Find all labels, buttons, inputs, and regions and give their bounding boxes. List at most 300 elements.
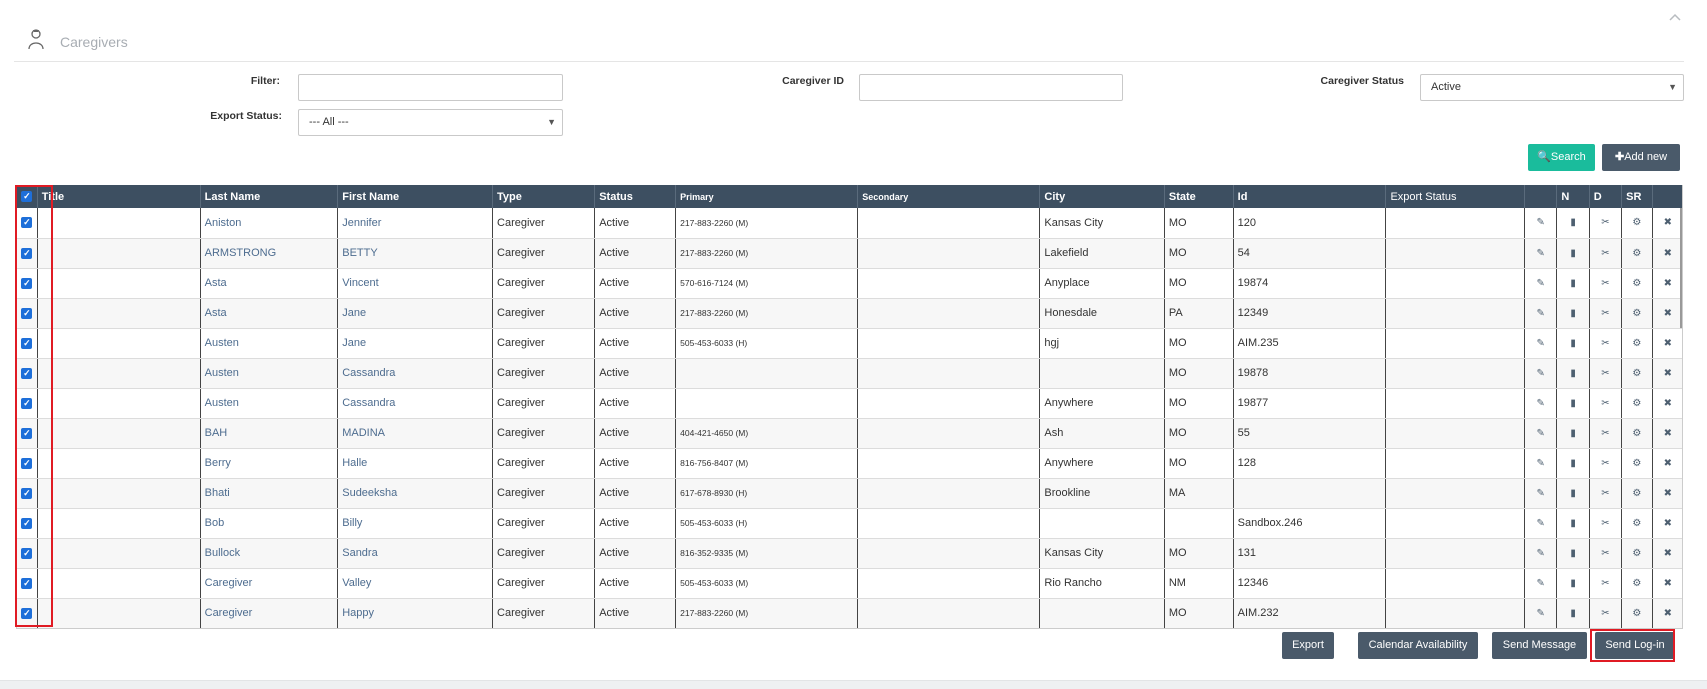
delete-icon[interactable]: ✖ bbox=[1652, 448, 1683, 478]
last-name-cell[interactable]: BAH bbox=[200, 418, 338, 448]
city-cell: Honesdale bbox=[1040, 298, 1164, 328]
secondary-phone-cell bbox=[858, 448, 1040, 478]
status-cell: Active bbox=[595, 358, 676, 388]
delete-icon[interactable]: ✖ bbox=[1652, 418, 1683, 448]
check-icon: ✓ bbox=[23, 517, 31, 528]
filter-input[interactable] bbox=[298, 74, 563, 101]
caregivers-table bbox=[16, 185, 1683, 629]
send-message-button[interactable]: Send Message bbox=[1492, 632, 1587, 659]
chevron-down-icon: ▼ bbox=[1668, 82, 1677, 92]
type-cell: Caregiver bbox=[493, 538, 595, 568]
table-row bbox=[17, 478, 1683, 508]
title-cell bbox=[37, 208, 200, 238]
id-cell: 131 bbox=[1233, 538, 1386, 568]
export-status-cell bbox=[1386, 418, 1525, 448]
export-status-cell bbox=[1386, 208, 1525, 238]
check-icon: ✓ bbox=[23, 367, 31, 378]
type-cell: Caregiver bbox=[493, 418, 595, 448]
note-icon[interactable]: ▮ bbox=[1557, 598, 1589, 628]
last-name-cell[interactable]: Aniston bbox=[200, 208, 338, 238]
table-row bbox=[17, 448, 1683, 478]
note-icon[interactable]: ▮ bbox=[1557, 448, 1589, 478]
state-cell: MO bbox=[1164, 598, 1233, 628]
col-first-name[interactable]: First Name bbox=[338, 185, 493, 208]
primary-phone-cell bbox=[676, 628, 858, 629]
row-checkbox[interactable] bbox=[17, 298, 37, 328]
first-name-cell[interactable]: Cassandra bbox=[338, 388, 493, 418]
calendar-availability-button[interactable]: Calendar Availability bbox=[1358, 632, 1478, 659]
first-name-cell[interactable]: Jane bbox=[338, 328, 493, 358]
table-row bbox=[17, 538, 1683, 568]
type-cell: Caregiver bbox=[493, 568, 595, 598]
delete-icon[interactable]: ✖ bbox=[1652, 358, 1683, 388]
first-name-cell[interactable] bbox=[338, 628, 493, 629]
first-name-cell[interactable]: MADINA bbox=[338, 418, 493, 448]
table-scrollbar[interactable] bbox=[1680, 208, 1682, 328]
note-icon[interactable]: ▮ bbox=[1557, 388, 1589, 418]
caregiver-icon bbox=[26, 28, 46, 50]
state-cell: MO bbox=[1164, 208, 1233, 238]
secondary-phone-cell bbox=[858, 238, 1040, 268]
cogs-icon[interactable]: ⚙ bbox=[1622, 298, 1652, 328]
cogs-icon[interactable]: ⚙ bbox=[1622, 448, 1652, 478]
first-name-cell[interactable]: Billy bbox=[338, 508, 493, 538]
export-status-cell bbox=[1386, 238, 1525, 268]
last-name-cell[interactable] bbox=[200, 628, 338, 629]
col-city[interactable]: City bbox=[1040, 185, 1164, 208]
delete-icon[interactable]: ✖ bbox=[1652, 568, 1683, 598]
last-name-cell[interactable]: Bhati bbox=[200, 478, 338, 508]
row-checkbox[interactable] bbox=[17, 568, 37, 598]
cogs-icon[interactable]: ⚙ bbox=[1622, 508, 1652, 538]
cogs-icon[interactable]: ⚙ bbox=[1622, 418, 1652, 448]
secondary-phone-cell bbox=[858, 538, 1040, 568]
paperclip-icon bbox=[1589, 628, 1621, 629]
table-row bbox=[17, 208, 1683, 238]
caregiver-id-input[interactable] bbox=[859, 74, 1123, 101]
note-icon bbox=[1557, 628, 1589, 629]
status-cell: Active bbox=[595, 388, 676, 418]
table-row bbox=[17, 418, 1683, 448]
primary-phone-cell: 404-421-4650 (M) bbox=[676, 418, 858, 448]
status-cell: Active bbox=[595, 298, 676, 328]
delete-icon[interactable]: ✖ bbox=[1652, 238, 1683, 268]
filter-label: Filter: bbox=[250, 75, 280, 87]
delete-icon[interactable]: ✖ bbox=[1652, 388, 1683, 418]
last-name-cell[interactable]: Bullock bbox=[200, 538, 338, 568]
edit-icon[interactable]: ✎ bbox=[1525, 478, 1557, 508]
status-cell: Active bbox=[595, 598, 676, 628]
title-cell bbox=[37, 568, 200, 598]
primary-phone-cell: 570-616-7124 (M) bbox=[676, 268, 858, 298]
paperclip-icon[interactable]: ✂ bbox=[1589, 538, 1621, 568]
paperclip-icon[interactable]: ✂ bbox=[1589, 478, 1621, 508]
id-cell: 19874 bbox=[1233, 268, 1386, 298]
caregiver-id-label: Caregiver ID bbox=[782, 75, 844, 87]
state-cell: MO bbox=[1164, 538, 1233, 568]
delete-icon[interactable]: ✖ bbox=[1652, 298, 1683, 328]
row-checkbox[interactable] bbox=[17, 358, 37, 388]
city-cell bbox=[1040, 358, 1164, 388]
last-name-cell[interactable]: Austen bbox=[200, 358, 338, 388]
row-checkbox[interactable] bbox=[17, 478, 37, 508]
row-checkbox[interactable] bbox=[17, 268, 37, 298]
secondary-phone-cell bbox=[858, 328, 1040, 358]
city-cell: Anywhere bbox=[1040, 388, 1164, 418]
title-cell bbox=[37, 388, 200, 418]
title-cell bbox=[37, 238, 200, 268]
edit-icon[interactable]: ✎ bbox=[1525, 538, 1557, 568]
edit-icon[interactable]: ✎ bbox=[1525, 358, 1557, 388]
col-delete bbox=[1652, 185, 1683, 208]
secondary-phone-cell bbox=[858, 628, 1040, 629]
delete-icon[interactable]: ✖ bbox=[1652, 328, 1683, 358]
col-status[interactable]: Status bbox=[595, 185, 676, 208]
export-button[interactable]: Export bbox=[1282, 632, 1334, 659]
city-cell bbox=[1040, 508, 1164, 538]
edit-icon[interactable]: ✎ bbox=[1525, 598, 1557, 628]
primary-phone-cell: 505-453-6033 (H) bbox=[676, 508, 858, 538]
col-edit bbox=[1525, 185, 1557, 208]
export-status-value: --- All --- bbox=[309, 116, 349, 128]
edit-icon[interactable]: ✎ bbox=[1525, 418, 1557, 448]
note-icon[interactable]: ▮ bbox=[1557, 508, 1589, 538]
cogs-icon[interactable]: ⚙ bbox=[1622, 388, 1652, 418]
id-cell: 55 bbox=[1233, 418, 1386, 448]
row-checkbox[interactable] bbox=[17, 418, 37, 448]
paperclip-icon[interactable]: ✂ bbox=[1589, 508, 1621, 538]
primary-phone-cell bbox=[676, 358, 858, 388]
row-checkbox[interactable] bbox=[17, 538, 37, 568]
export-status-cell bbox=[1386, 508, 1525, 538]
cogs-icon[interactable]: ⚙ bbox=[1622, 598, 1652, 628]
paperclip-icon[interactable]: ✂ bbox=[1589, 208, 1621, 238]
panel-header bbox=[14, 20, 1684, 62]
type-cell: Caregiver bbox=[493, 328, 595, 358]
last-name-cell[interactable]: Austen bbox=[200, 388, 338, 418]
state-cell: PA bbox=[1164, 298, 1233, 328]
secondary-phone-cell bbox=[858, 598, 1040, 628]
id-cell: 12346 bbox=[1233, 568, 1386, 598]
col-documents: D bbox=[1589, 185, 1621, 208]
id-cell: 128 bbox=[1233, 448, 1386, 478]
row-checkbox[interactable] bbox=[17, 628, 37, 629]
paperclip-icon[interactable]: ✂ bbox=[1589, 238, 1621, 268]
title-cell bbox=[37, 628, 200, 629]
col-secondary[interactable]: Secondary bbox=[858, 185, 1040, 208]
city-cell: Rio Rancho bbox=[1040, 568, 1164, 598]
row-checkbox[interactable] bbox=[17, 238, 37, 268]
paperclip-icon[interactable]: ✂ bbox=[1589, 598, 1621, 628]
status-cell: Active bbox=[595, 268, 676, 298]
check-icon: ✓ bbox=[23, 277, 31, 288]
city-cell: Anyplace bbox=[1040, 268, 1164, 298]
edit-icon[interactable]: ✎ bbox=[1525, 268, 1557, 298]
cogs-icon[interactable]: ⚙ bbox=[1622, 268, 1652, 298]
col-last-name[interactable]: Last Name bbox=[200, 185, 338, 208]
state-cell: MO bbox=[1164, 238, 1233, 268]
edit-icon[interactable]: ✎ bbox=[1525, 328, 1557, 358]
delete-icon[interactable]: ✖ bbox=[1652, 538, 1683, 568]
delete-icon[interactable]: ✖ bbox=[1652, 208, 1683, 238]
secondary-phone-cell bbox=[858, 298, 1040, 328]
city-cell: hgj bbox=[1040, 328, 1164, 358]
send-login-button[interactable]: Send Log-in bbox=[1595, 632, 1675, 659]
chevron-down-icon: ▼ bbox=[547, 117, 556, 127]
cogs-icon[interactable]: ⚙ bbox=[1622, 238, 1652, 268]
first-name-cell[interactable]: Sandra bbox=[338, 538, 493, 568]
page-title: Caregivers bbox=[60, 34, 128, 50]
title-cell bbox=[37, 508, 200, 538]
check-icon: ✓ bbox=[23, 487, 31, 498]
type-cell: Caregiver bbox=[493, 388, 595, 418]
last-name-cell[interactable]: Austen bbox=[200, 328, 338, 358]
delete-icon[interactable]: ✖ bbox=[1652, 508, 1683, 538]
state-cell: MO bbox=[1164, 448, 1233, 478]
col-id[interactable]: Id bbox=[1233, 185, 1386, 208]
first-name-cell[interactable]: Vincent bbox=[338, 268, 493, 298]
id-cell: 120 bbox=[1233, 208, 1386, 238]
type-cell: Caregiver bbox=[493, 268, 595, 298]
row-checkbox[interactable] bbox=[17, 508, 37, 538]
edit-icon[interactable]: ✎ bbox=[1525, 388, 1557, 418]
edit-icon bbox=[1525, 628, 1557, 629]
export-status-cell bbox=[1386, 598, 1525, 628]
paperclip-icon[interactable]: ✂ bbox=[1589, 448, 1621, 478]
edit-icon[interactable]: ✎ bbox=[1525, 568, 1557, 598]
note-icon[interactable]: ▮ bbox=[1557, 238, 1589, 268]
city-cell: Ash bbox=[1040, 418, 1164, 448]
primary-phone-cell: 217-883-2260 (M) bbox=[676, 238, 858, 268]
check-icon: ✓ bbox=[23, 397, 31, 408]
edit-icon[interactable]: ✎ bbox=[1525, 298, 1557, 328]
table-row bbox=[17, 598, 1683, 628]
type-cell: Caregiver bbox=[493, 298, 595, 328]
edit-icon[interactable]: ✎ bbox=[1525, 448, 1557, 478]
primary-phone-cell: 816-756-8407 (M) bbox=[676, 448, 858, 478]
status-cell: Active bbox=[595, 478, 676, 508]
secondary-phone-cell bbox=[858, 388, 1040, 418]
secondary-phone-cell bbox=[858, 508, 1040, 538]
table-row bbox=[17, 568, 1683, 598]
paperclip-icon[interactable]: ✂ bbox=[1589, 298, 1621, 328]
type-cell: Caregiver bbox=[493, 358, 595, 388]
row-checkbox[interactable] bbox=[17, 208, 37, 238]
first-name-cell[interactable]: Valley bbox=[338, 568, 493, 598]
note-icon[interactable]: ▮ bbox=[1557, 478, 1589, 508]
table-row bbox=[17, 298, 1683, 328]
caregiver-status-label: Caregiver Status bbox=[1320, 75, 1404, 87]
state-cell bbox=[1164, 508, 1233, 538]
col-export-status[interactable]: Export Status bbox=[1386, 185, 1525, 208]
export-status-select[interactable] bbox=[298, 109, 563, 136]
status-cell: Active bbox=[595, 418, 676, 448]
delete-icon[interactable]: ✖ bbox=[1652, 598, 1683, 628]
export-status-cell bbox=[1386, 268, 1525, 298]
primary-phone-cell: 505-453-6033 (H) bbox=[676, 328, 858, 358]
id-cell: 12349 bbox=[1233, 298, 1386, 328]
last-name-cell[interactable]: Berry bbox=[200, 448, 338, 478]
type-cell: Caregiver bbox=[493, 478, 595, 508]
edit-icon[interactable]: ✎ bbox=[1525, 508, 1557, 538]
status-cell: Active bbox=[595, 238, 676, 268]
check-icon: ✓ bbox=[23, 607, 31, 618]
primary-phone-cell: 217-883-2260 (M) bbox=[676, 298, 858, 328]
check-icon: ✓ bbox=[23, 337, 31, 348]
title-cell bbox=[37, 358, 200, 388]
id-cell: AIM.232 bbox=[1233, 598, 1386, 628]
title-cell bbox=[37, 328, 200, 358]
row-checkbox[interactable] bbox=[17, 448, 37, 478]
note-icon[interactable]: ▮ bbox=[1557, 328, 1589, 358]
state-cell: MO bbox=[1164, 328, 1233, 358]
cogs-icon[interactable]: ⚙ bbox=[1622, 328, 1652, 358]
city-cell: Brookline bbox=[1040, 478, 1164, 508]
delete-icon[interactable]: ✖ bbox=[1652, 478, 1683, 508]
state-cell: MO bbox=[1164, 388, 1233, 418]
check-icon: ✓ bbox=[23, 577, 31, 588]
edit-icon[interactable]: ✎ bbox=[1525, 208, 1557, 238]
secondary-phone-cell bbox=[858, 208, 1040, 238]
export-status-cell bbox=[1386, 388, 1525, 418]
export-status-cell bbox=[1386, 568, 1525, 598]
col-primary[interactable]: Primary bbox=[676, 185, 858, 208]
first-name-cell[interactable]: Sudeeksha bbox=[338, 478, 493, 508]
export-status-cell bbox=[1386, 358, 1525, 388]
add-new-button[interactable]: ✚Add new bbox=[1602, 144, 1680, 171]
first-name-cell[interactable]: Cassandra bbox=[338, 358, 493, 388]
paperclip-icon[interactable]: ✂ bbox=[1589, 268, 1621, 298]
state-cell: MO bbox=[1164, 418, 1233, 448]
secondary-phone-cell bbox=[858, 418, 1040, 448]
row-checkbox[interactable] bbox=[17, 598, 37, 628]
check-icon: ✓ bbox=[23, 457, 31, 468]
col-title[interactable]: Title bbox=[37, 185, 200, 208]
table-row bbox=[17, 358, 1683, 388]
cogs-icon[interactable]: ⚙ bbox=[1622, 478, 1652, 508]
delete-icon[interactable]: ✖ bbox=[1652, 268, 1683, 298]
city-cell: Lakefield bbox=[1040, 238, 1164, 268]
paperclip-icon[interactable]: ✂ bbox=[1589, 568, 1621, 598]
search-button[interactable]: 🔍Search bbox=[1528, 144, 1595, 171]
state-cell: MO bbox=[1164, 268, 1233, 298]
type-cell: Caregiver bbox=[493, 208, 595, 238]
status-cell: Active bbox=[595, 508, 676, 538]
primary-phone-cell: 505-453-6033 (M) bbox=[676, 568, 858, 598]
table-row bbox=[17, 628, 1683, 629]
cogs-icon[interactable]: ⚙ bbox=[1622, 358, 1652, 388]
export-status-label: Export Status: bbox=[210, 110, 282, 122]
paperclip-icon[interactable]: ✂ bbox=[1589, 418, 1621, 448]
city-cell: Anywhere bbox=[1040, 448, 1164, 478]
primary-phone-cell: 217-883-2260 (M) bbox=[676, 208, 858, 238]
first-name-cell[interactable]: Jane bbox=[338, 298, 493, 328]
col-state[interactable]: State bbox=[1164, 185, 1233, 208]
note-icon[interactable]: ▮ bbox=[1557, 568, 1589, 598]
city-cell: Kansas City bbox=[1040, 538, 1164, 568]
cogs-icon[interactable]: ⚙ bbox=[1622, 568, 1652, 598]
check-icon: ✓ bbox=[23, 307, 31, 318]
id-cell: Sandbox.246 bbox=[1233, 508, 1386, 538]
first-name-cell[interactable]: Jennifer bbox=[338, 208, 493, 238]
id-cell bbox=[1233, 478, 1386, 508]
first-name-cell[interactable]: BETTY bbox=[338, 238, 493, 268]
status-cell: Active bbox=[595, 448, 676, 478]
title-cell bbox=[37, 598, 200, 628]
first-name-cell[interactable]: Halle bbox=[338, 448, 493, 478]
note-icon[interactable]: ▮ bbox=[1557, 358, 1589, 388]
last-name-cell[interactable]: ARMSTRONG bbox=[200, 238, 338, 268]
last-name-cell[interactable]: Asta bbox=[200, 268, 338, 298]
status-cell bbox=[595, 628, 676, 629]
id-cell bbox=[1233, 628, 1386, 629]
col-sr: SR bbox=[1622, 185, 1652, 208]
note-icon[interactable]: ▮ bbox=[1557, 298, 1589, 328]
last-name-cell[interactable]: Asta bbox=[200, 298, 338, 328]
note-icon[interactable]: ▮ bbox=[1557, 418, 1589, 448]
col-type[interactable]: Type bbox=[493, 185, 595, 208]
row-checkbox[interactable] bbox=[17, 328, 37, 358]
status-cell: Active bbox=[595, 538, 676, 568]
export-status-cell bbox=[1386, 298, 1525, 328]
check-icon: ✓ bbox=[23, 427, 31, 438]
secondary-phone-cell bbox=[858, 478, 1040, 508]
caregiver-status-select[interactable] bbox=[1420, 74, 1684, 101]
note-icon[interactable]: ▮ bbox=[1557, 268, 1589, 298]
state-cell bbox=[1164, 628, 1233, 629]
title-cell bbox=[37, 268, 200, 298]
panel-footer bbox=[0, 680, 1707, 689]
note-icon[interactable]: ▮ bbox=[1557, 208, 1589, 238]
table-row bbox=[17, 328, 1683, 358]
export-status-cell bbox=[1386, 478, 1525, 508]
last-name-cell[interactable]: Caregiver bbox=[200, 568, 338, 598]
paperclip-icon[interactable]: ✂ bbox=[1589, 388, 1621, 418]
last-name-cell[interactable]: Bob bbox=[200, 508, 338, 538]
plus-icon: ✚ bbox=[1614, 151, 1625, 163]
row-checkbox[interactable] bbox=[17, 388, 37, 418]
check-icon: ✓ bbox=[23, 547, 31, 558]
export-status-cell bbox=[1386, 628, 1525, 629]
type-cell: Caregiver bbox=[493, 448, 595, 478]
secondary-phone-cell bbox=[858, 568, 1040, 598]
paperclip-icon[interactable]: ✂ bbox=[1589, 328, 1621, 358]
cogs-icon[interactable]: ⚙ bbox=[1622, 208, 1652, 238]
first-name-cell[interactable]: Happy bbox=[338, 598, 493, 628]
secondary-phone-cell bbox=[858, 358, 1040, 388]
state-cell: MO bbox=[1164, 358, 1233, 388]
chevron-up-icon[interactable] bbox=[1668, 12, 1682, 22]
city-cell bbox=[1040, 598, 1164, 628]
type-cell: Caregiver bbox=[493, 598, 595, 628]
type-cell bbox=[493, 628, 595, 629]
id-cell: AIM.235 bbox=[1233, 328, 1386, 358]
table-row bbox=[17, 508, 1683, 538]
state-cell: MA bbox=[1164, 478, 1233, 508]
edit-icon[interactable]: ✎ bbox=[1525, 238, 1557, 268]
delete-icon bbox=[1652, 628, 1683, 629]
check-icon: ✓ bbox=[23, 247, 31, 258]
last-name-cell[interactable]: Caregiver bbox=[200, 598, 338, 628]
cogs-icon[interactable]: ⚙ bbox=[1622, 538, 1652, 568]
export-status-cell bbox=[1386, 328, 1525, 358]
select-all-checkbox[interactable] bbox=[17, 185, 37, 208]
note-icon[interactable]: ▮ bbox=[1557, 538, 1589, 568]
title-cell bbox=[37, 538, 200, 568]
paperclip-icon[interactable]: ✂ bbox=[1589, 358, 1621, 388]
primary-phone-cell: 217-883-2260 (M) bbox=[676, 598, 858, 628]
export-status-cell bbox=[1386, 538, 1525, 568]
